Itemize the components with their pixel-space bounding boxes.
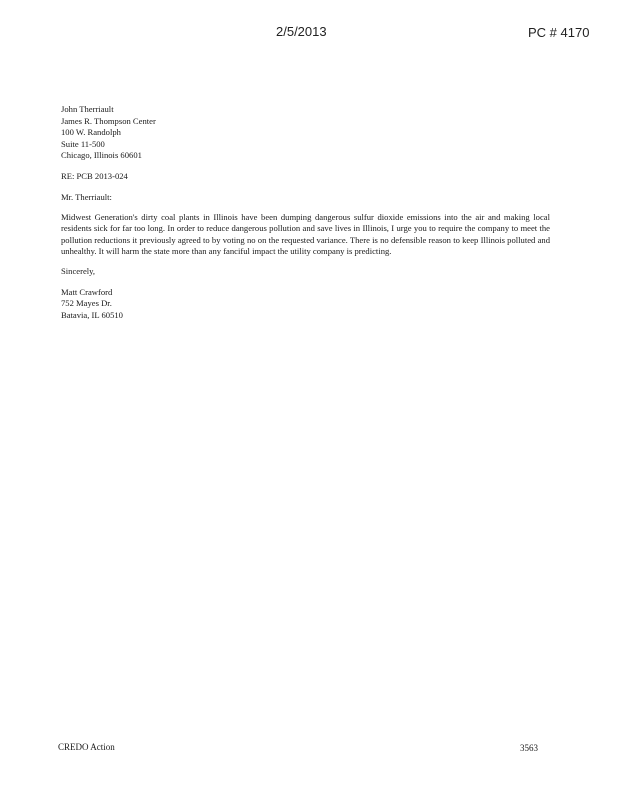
- recipient-organization: James R. Thompson Center: [61, 115, 156, 126]
- re-line: RE: PCB 2013-024: [61, 170, 128, 181]
- closing: Sincerely,: [61, 265, 96, 276]
- salutation: Mr. Therriault:: [61, 191, 112, 202]
- recipient-suite: Suite 11-500: [61, 138, 105, 149]
- recipient-name: John Therriault: [61, 104, 114, 114]
- letter-body: [61, 104, 550, 321]
- sender-city: Batavia, IL 60510: [61, 309, 123, 320]
- recipient-city: Chicago, Illinois 60601: [61, 150, 142, 161]
- pc-number-stamp: PC # 4170: [528, 25, 590, 40]
- date-stamp: 2/5/2013: [276, 24, 327, 39]
- footer-page-number: 3563: [520, 743, 538, 753]
- recipient-street: 100 W. Randolph: [61, 127, 121, 138]
- footer-organization: CREDO Action: [58, 742, 115, 752]
- sender-name: Matt Crawford: [61, 286, 113, 297]
- sender-street: 752 Mayes Dr.: [61, 298, 112, 309]
- letter-paragraph: Midwest Generation's dirty coal plants in Illinois have been dumping dangerous sulfur dioxide emissions into the air and making local residents sick for far too long. In order to reduce dangerous pollution and save lives in Illinois, I urge you to require the company to meet the pollution reductions it previously agreed to by voting no on the requested variance. There is no defensible reason to keep Illinois polluted and unhealthy. It will harm the state more than any fanciful impact the utility company is predicting.: [61, 212, 550, 256]
